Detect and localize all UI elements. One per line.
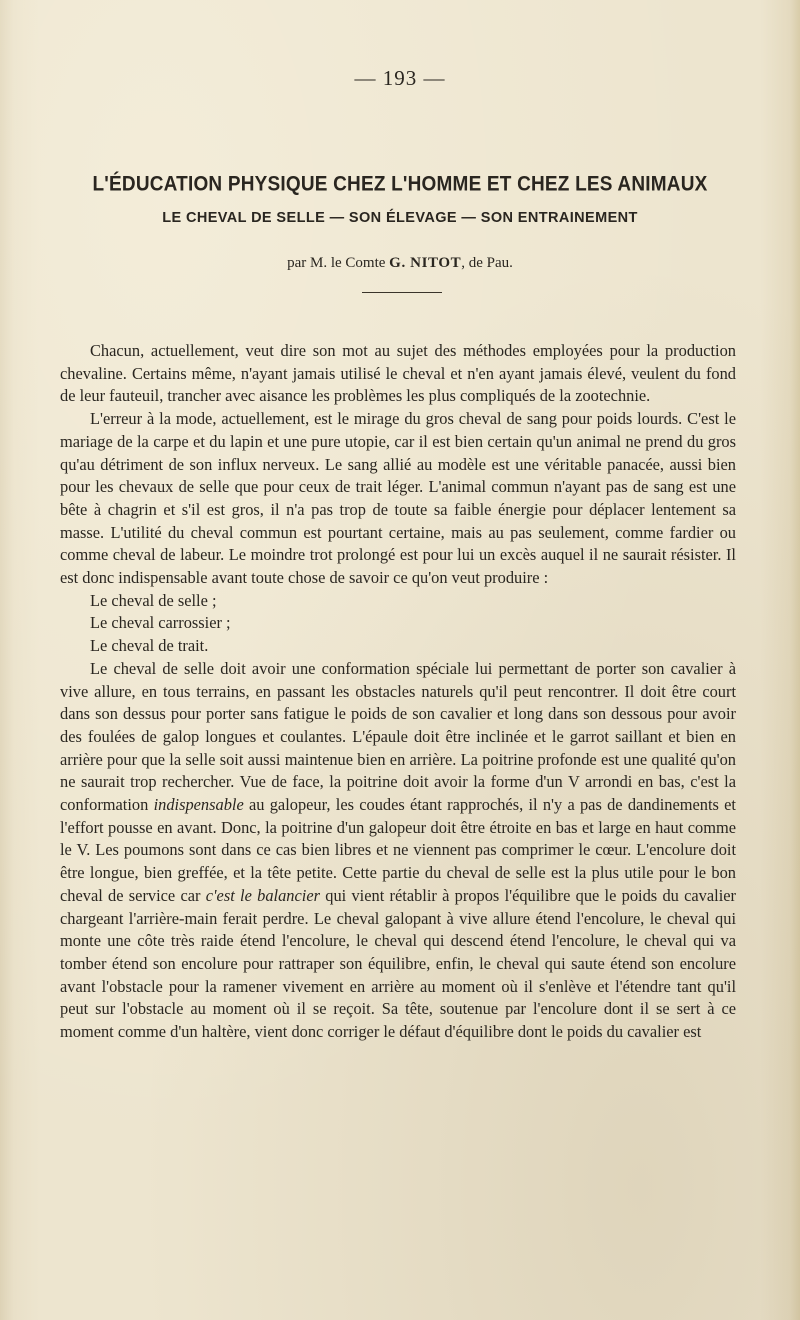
italic-emphasis: c'est le balancier xyxy=(205,885,320,905)
list-item: Le cheval de selle ; xyxy=(90,590,217,610)
list-item: Le cheval de trait. xyxy=(90,636,209,656)
byline-suffix: , de Pau. xyxy=(461,255,513,271)
author-name: G. NITOT xyxy=(389,255,462,271)
byline xyxy=(0,255,800,272)
article-title: L'ÉDUCATION PHYSIQUE CHEZ L'HOMME ET CHEZ LES ANIMAUX xyxy=(92,172,708,197)
paragraph-error: L'erreur à la mode, actuellement, est le mirage du gros cheval de sang pour poids lourds. C'est le mariage de la carpe et du lapin et une pure utopie, car il est bien certain qu'un animal ne prend du gros qu'au détriment de son influx nerveux. Le sang allié au modèle est une véritable panacée, aussi bien pour les chevaux de selle que pour ceux de trait léger. L'animal commun n'ayant pas de sang est une bête à chagrin et s'il est gros, il n'a pas trop de toute sa faible énergie pour déplacer lentement sa masse. L'utilité du cheval commun est pourtant certaine, mais au pas seulement, comme fardier ou comme cheval de labeur. Le moindre trot prolongé est pour lui un excès auquel il ne saurait résister. Il est donc indispensable avant toute chose de savoir ce qu'on veut produire : xyxy=(60,409,736,588)
paragraph-intro: Chacun, actuellement, veut dire son mot au sujet des méthodes employées pour la production chevaline. Certains même, n'ayant jamais utilisé le cheval et n'en ayant jamais élevé, veulent du fond de leur fauteuil, trancher avec aisance les problèmes les plus compliqués de la zootechnie. xyxy=(60,341,736,406)
article-body xyxy=(60,340,736,1044)
list-item: Le cheval carrossier ; xyxy=(90,613,231,633)
title-divider xyxy=(362,292,442,293)
paragraph-text: au galopeur, les coudes étant rapprochés, il n'y a pas de dandinements et l'effort pousse en avant. Donc, la poitrine d'un galopeur doit être étroite en bas et large en haut comme le V. Les poumons sont dans ce cas bien libres et ne viennent pas comprimer le cœur. L'encolure doit être longue, bien greffée, et la tête petite. Cette partie du cheval de selle est la plus utile pour le bon cheval de service car xyxy=(60,795,736,905)
paragraph-text: qui vient rétablir à propos l'équilibre que le poids du cavalier chargeant l'arrière-main ferait perdre. Le cheval galopant à vive allure étend l'encolure, le cheval qui monte une côte très raide étend l'encolure, le cheval qui descend étend l'encolure, le cheval qui va tomber étend son encolure pour rattraper son équilibre, enfin, le cheval qui saute étend son encolure avant l'obstacle pour la ramener vivement en arrière au moment où il s'enlève et l'étendre tant qu'il peut sur l'obstacle au moment où il se reçoit. Sa tête, soutenue par l'encolure dont il se sert à ce moment comme d'un haltère, vient donc corriger le défaut d'équilibre dont le poids du cavalier est xyxy=(60,885,736,1042)
italic-emphasis: indispensable xyxy=(153,795,244,815)
paragraph-saddle-horse xyxy=(60,658,736,1044)
paragraph-text: Le cheval de selle doit avoir une conformation spéciale lui permettant de porter son cavalier à vive allure, en tous terrains, en passant les obstacles naturels qu'il peut rencontrer. Il doit être court dans son dessus pour porter sans fatigue le poids de son cavalier et long dans son dessous pour avoir des foulées de galop longues et coulantes. L'épaule doit être inclinée et le garrot saillant et bien en arrière pour que la selle soit aussi maintenue bien en arrière. La poitrine profonde est une qualité qu'on ne saurait trop rechercher. Vue de face, la poitrine doit avoir la forme d'un V arrondi en bas, c'est la conformation xyxy=(60,658,736,815)
article-subtitle: LE CHEVAL DE SELLE — SON ÉLEVAGE — SON ENTRAINEMENT xyxy=(162,210,638,226)
page-number: — 193 — xyxy=(354,66,446,90)
byline-prefix: par M. le Comte xyxy=(287,255,390,271)
